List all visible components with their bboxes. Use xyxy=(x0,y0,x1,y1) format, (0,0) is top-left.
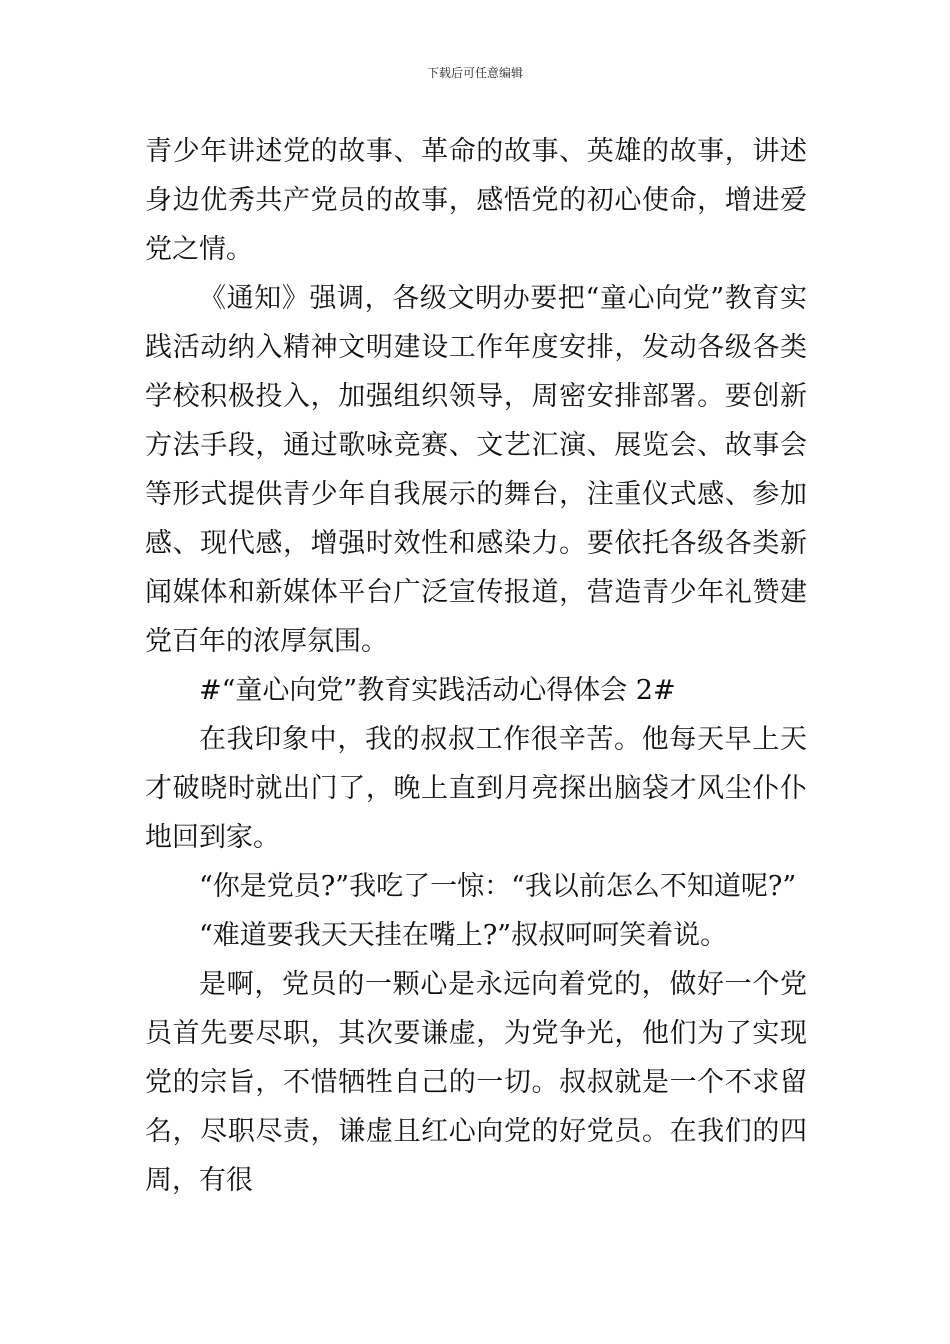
section-heading: #“童心向党”教育实践活动心得体会 2# xyxy=(199,675,676,706)
document-body xyxy=(145,127,807,1205)
paragraph-2: 《通知》强调，各级文明办要把“童心向党”教育实践活动纳入精神文明建设工作年度安排，发动各级各类学校积极投入，加强组织领导，周密安排部署。要创新方法手段，通过歌咏竞赛、文艺汇演、展览会、故事会等形式提供青少年自我展示的舞台，注重仪式感、参加感、现代感，增强时效性和感染力。要依托各级各类新闻媒体和新媒体平台广泛宣传报道，营造青少年礼赞建党百年的浓厚氛围。 xyxy=(145,283,807,657)
paragraph-4: “你是党员?”我吃了一惊：“我以前怎么不知道呢?” xyxy=(199,871,797,902)
paragraph-6: 是啊，党员的一颗心是永远向着党的，做好一个党员首先要尽职，其次要谦虚，为党争光，他们为了实现党的宗旨，不惜牺牲自己的一切。叔叔就是一个不求留名，尽职尽责，谦虚且红心向党的好党员。在我们的四周，有很 xyxy=(145,969,807,1196)
paragraph-1: 青少年讲述党的故事、革命的故事、英雄的故事，讲述身边优秀共产党员的故事，感悟党的初心使命，增进爱党之情。 xyxy=(145,136,807,265)
paragraph-3: 在我印象中，我的叔叔工作很辛苦。他每天早上天才破晓时就出门了，晚上直到月亮探出脑袋才风尘仆仆地回到家。 xyxy=(145,724,807,853)
page-header: 下载后可任意编辑 xyxy=(426,66,523,80)
paragraph-5: “难道要我天天挂在嘴上?”叔叔呵呵笑着说。 xyxy=(199,920,728,951)
